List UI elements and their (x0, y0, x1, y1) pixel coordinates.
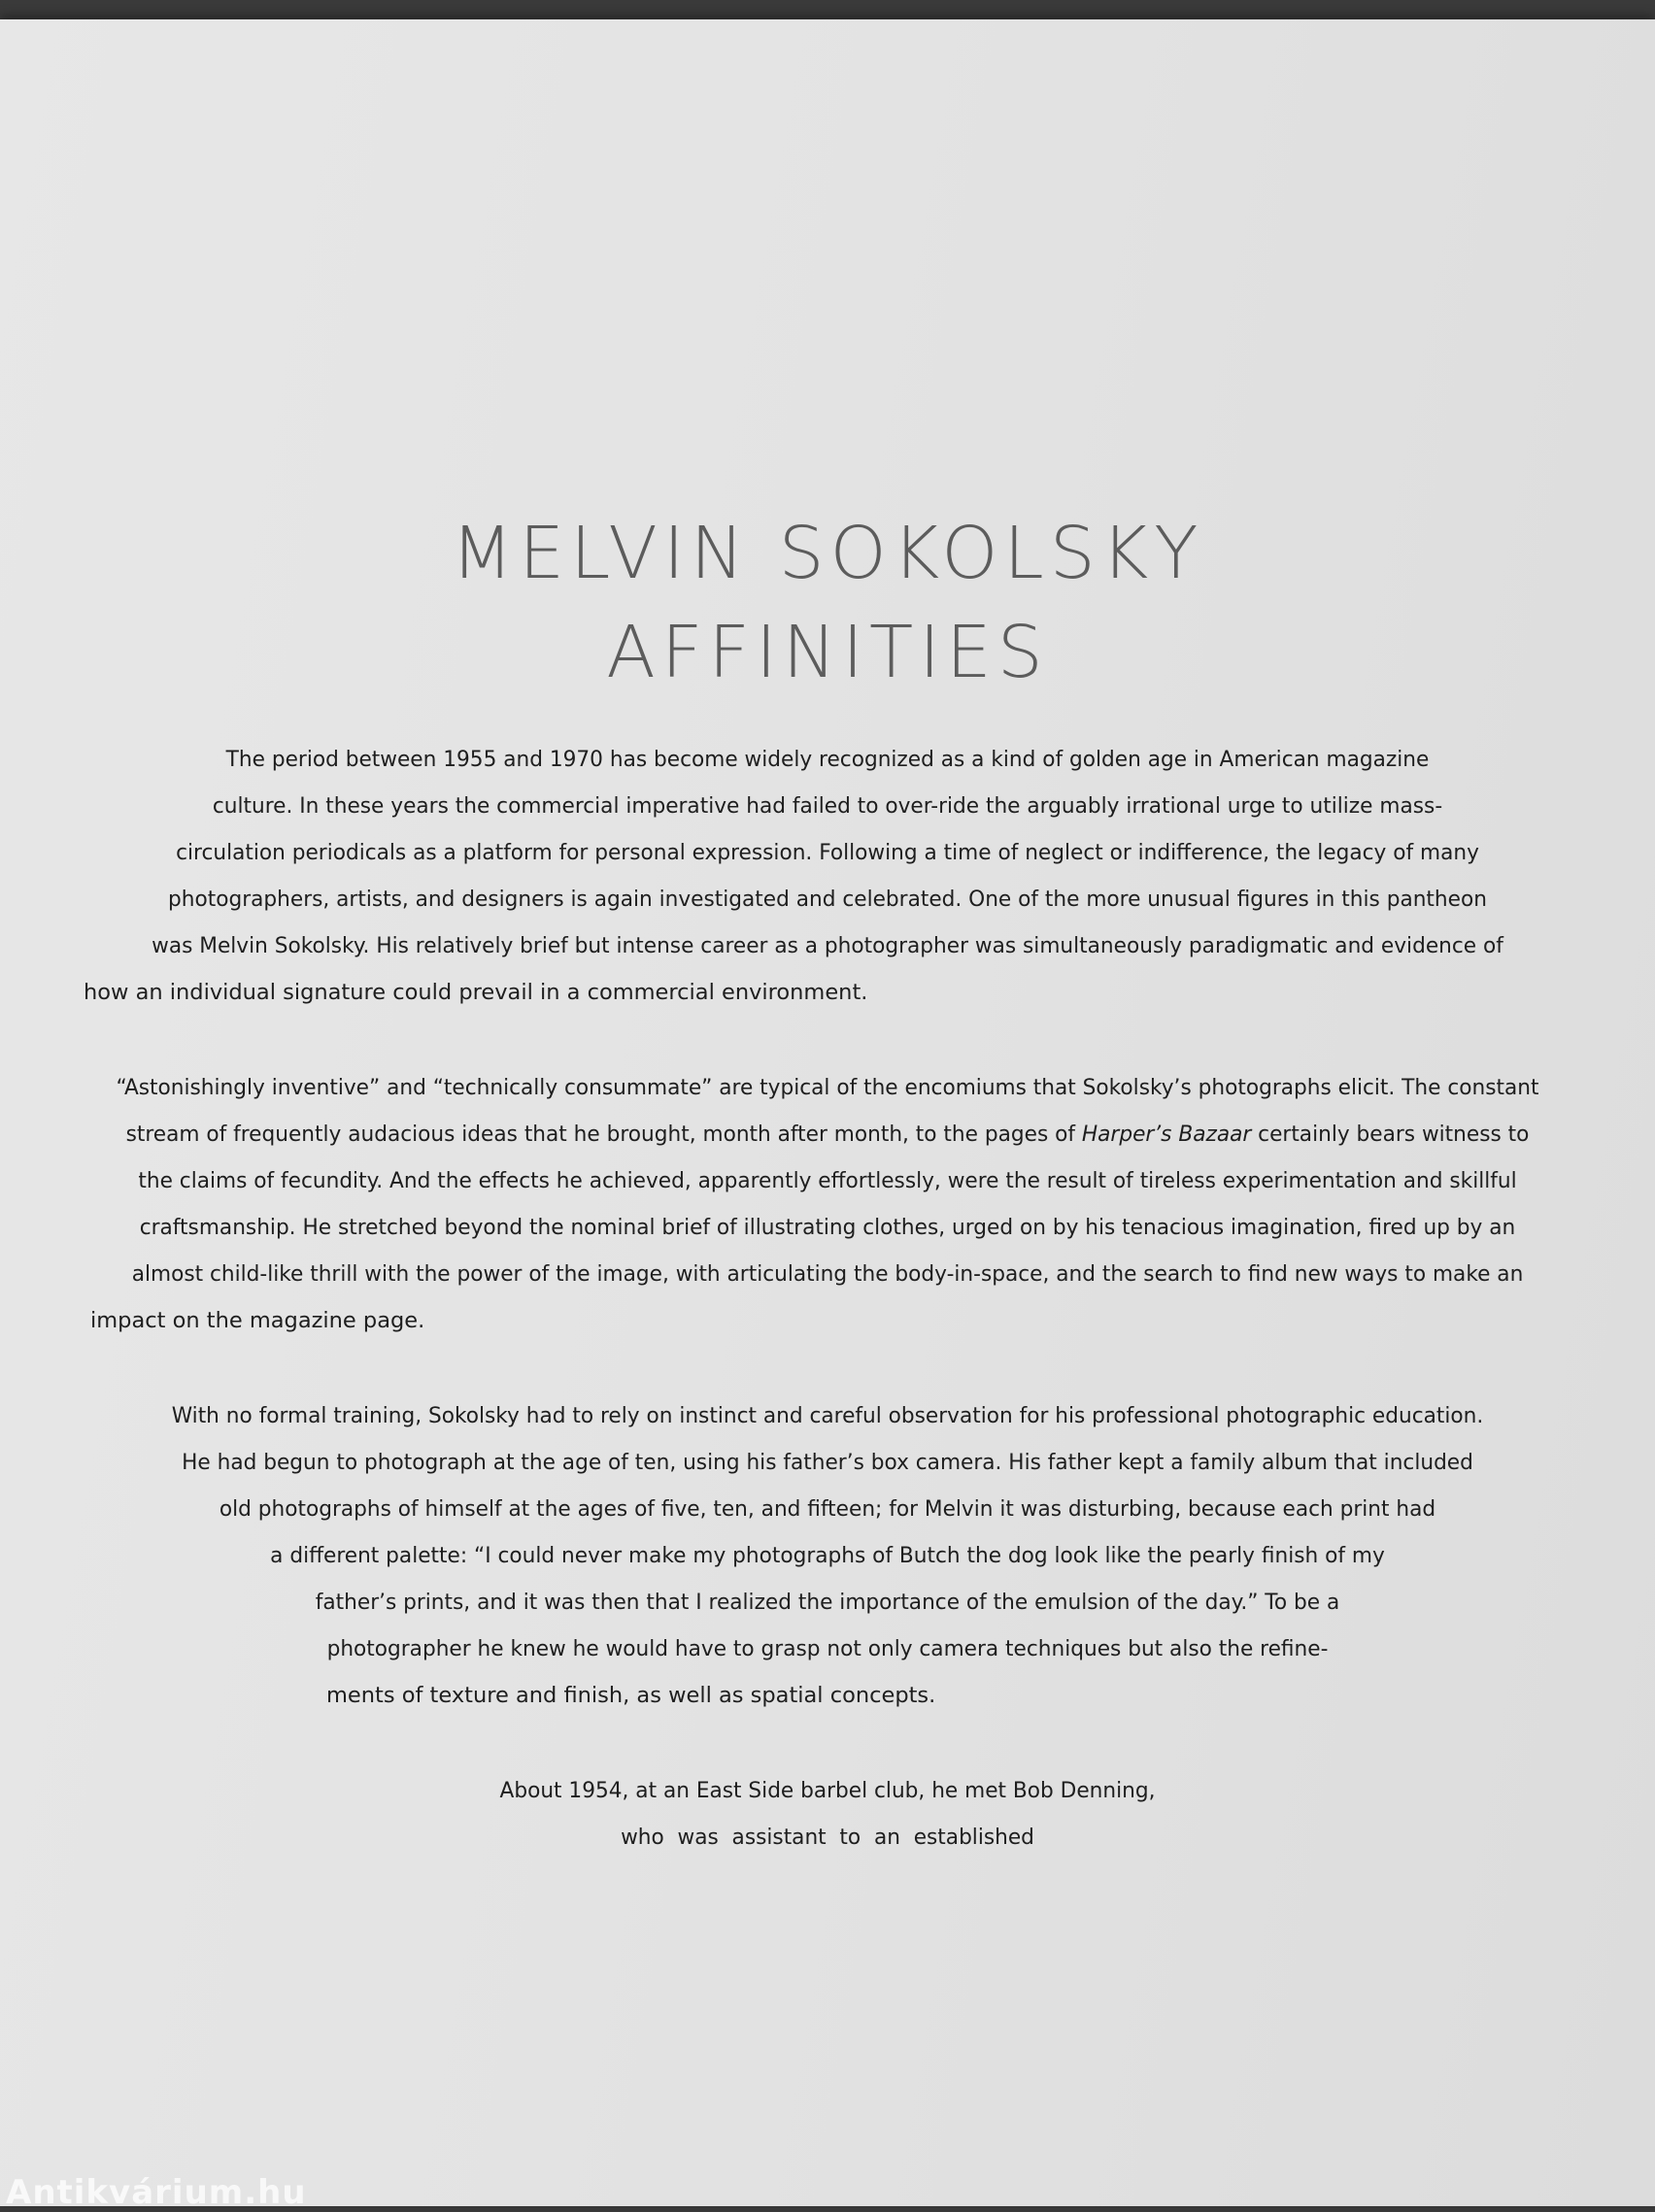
text-run: stream of frequently audacious ideas that he brought, month after month, to the pages of (125, 1122, 1082, 1147)
text-line: circulation periodicals as a platform for personal expression. Following a time of neglect or indifference, the legacy of many (176, 840, 1479, 865)
text-line: almost child-like thrill with the power of the image, with articulating the body-in-space, and the search to find new ways to make an (131, 1261, 1524, 1287)
text-run: certainly bears witness to (1251, 1122, 1530, 1147)
text-line: craftsmanship. He stretched beyond the nominal brief of illustrating clothes, urged on by his tenacious imagination, fired up by an (139, 1215, 1516, 1240)
text-line: photographers, artists, and designers is again investigated and celebrated. One of the more unusual figures in this pantheon (168, 887, 1487, 912)
text-line: He had begun to photograph at the age of ten, using his father’s box camera. His father kept a family album that included (182, 1450, 1473, 1475)
magazine-title: Harper’s Bazaar (1081, 1122, 1252, 1147)
text-line-with-italic (31, 1120, 1624, 1149)
text-line: was Melvin Sokolsky. His relatively brief but intense career as a photographer was simultaneously paradigmatic and evidence of (152, 933, 1503, 958)
text-line: The period between 1955 and 1970 has become widely recognized as a kind of golden age in American magazine (225, 747, 1430, 772)
text-line: culture. In these years the commercial imperative had failed to over-ride the arguably irrational urge to utilize mass- (212, 793, 1443, 819)
text-line: who was assistant to an established (621, 1825, 1034, 1850)
page-title-line-2: AFFINITIES (606, 611, 1049, 694)
text-line: ments of texture and finish, as well as spatial concepts. (326, 1683, 936, 1708)
book-page (0, 19, 1655, 2206)
text-line: With no formal training, Sokolsky had to rely on instinct and careful observation for his professional photographic education. (171, 1403, 1484, 1428)
text-line: impact on the magazine page. (90, 1308, 425, 1333)
text-line: photographer he knew he would have to grasp not only camera techniques but also the refine- (326, 1636, 1329, 1661)
text-line: the claims of fecundity. And the effects he achieved, apparently effortlessly, were the result of tireless experimentation and skillful (138, 1168, 1517, 1193)
text-line: About 1954, at an East Side barbel club, he met Bob Denning, (499, 1778, 1156, 1803)
text-line: how an individual signature could prevail in a commercial environment. (84, 980, 868, 1005)
text-line: father’s prints, and it was then that I realized the importance of the emulsion of the day.” To be a (315, 1590, 1340, 1615)
watermark: Antikvárium.hu (6, 2173, 307, 2212)
text-line: “Astonishingly inventive” and “technically consummate” are typical of the encomiums that Sokolsky’s photographs elicit. The constant (116, 1075, 1539, 1100)
text-line: a different palette: “I could never make my photographs of Butch the dog look like the pearly finish of my (270, 1543, 1385, 1568)
text-line: old photographs of himself at the ages of five, ten, and fifteen; for Melvin it was disturbing, because each print had (219, 1496, 1436, 1522)
page-title-line-1: MELVIN SOKOLSKY (451, 512, 1204, 595)
